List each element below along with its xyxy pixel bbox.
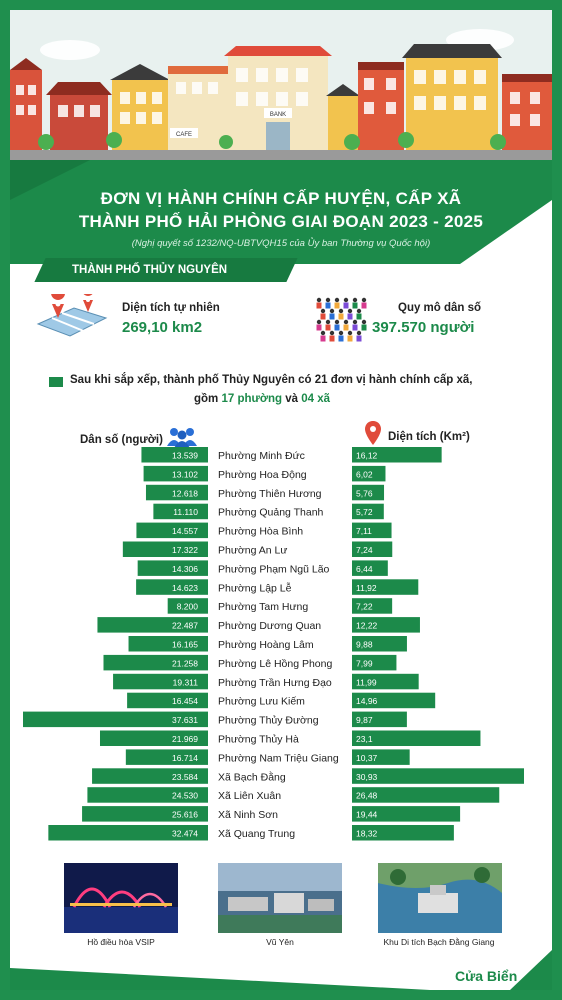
- category-label: Phường Hòa Bình: [218, 525, 304, 538]
- population-value-label: 21.969: [172, 734, 198, 744]
- category-label: Phường Lê Hồng Phong: [218, 657, 333, 670]
- note-line1: Sau khi sắp xếp, thành phố Thủy Nguyên có 21 đơn vị hành chính cấp xã,: [70, 374, 473, 386]
- population-value-label: 14.623: [172, 582, 198, 593]
- population-value-label: 16.714: [172, 752, 198, 763]
- population-value-label: 17.322: [172, 545, 198, 555]
- area-value: 269,10 km2: [122, 319, 203, 336]
- map-pin-icon: [34, 294, 110, 340]
- category-label: Phường Phạm Ngũ Lão: [218, 563, 330, 576]
- population-value-label: 37.631: [172, 715, 198, 726]
- area-value-label: 7,24: [356, 545, 373, 555]
- area-value-label: 26,48: [356, 790, 378, 801]
- category-label: Phường Dương Quan: [218, 620, 322, 633]
- population-value-label: 19.311: [172, 677, 198, 688]
- category-label: Phường Tam Hưng: [218, 601, 309, 614]
- area-value-label: 9,87: [356, 715, 373, 726]
- category-label: Phường Nam Triệu Giang: [218, 752, 339, 765]
- population-axis-label: Dân số (người): [80, 434, 163, 446]
- population-value-label: 13.102: [172, 469, 198, 480]
- photo-caption-3: Khu Di tích Bạch Đằng Giang: [383, 937, 495, 947]
- area-value-label: 9,88: [356, 639, 373, 650]
- bank-sign: BANK: [269, 112, 287, 118]
- brand-logo-text: Cửa Biển: [455, 968, 518, 984]
- population-value-label: 8.200: [176, 601, 198, 612]
- photo-bach-dang-relic: [378, 863, 502, 933]
- area-value-label: 19,44: [356, 809, 378, 820]
- infographic-card: [10, 10, 552, 990]
- note-wards: 17 phường: [221, 393, 283, 405]
- category-label: Phường Lập Lễ: [218, 582, 292, 595]
- buildings-illustration: [10, 10, 552, 160]
- population-value-label: 11.110: [173, 507, 198, 518]
- area-value-label: 12,22: [356, 620, 378, 631]
- population-value-label: 14.557: [172, 526, 198, 537]
- area-value-label: 5,76: [356, 488, 373, 499]
- photo-vsip-lake: [64, 863, 178, 933]
- section-title: THÀNH PHỐ THỦY NGUYÊN: [72, 264, 228, 276]
- population-value-label: 22.487: [172, 620, 198, 631]
- note-communes: 04 xã: [301, 393, 331, 405]
- category-label: Xã Liên Xuân: [218, 790, 282, 803]
- population-value: 397.570 người: [372, 319, 475, 336]
- category-label: Phường Thủy Đường: [218, 714, 319, 727]
- page-title-line2: THÀNH PHỐ HẢI PHÒNG GIAI ĐOẠN 2023 - 2025: [78, 212, 484, 231]
- area-value-label: 7,22: [356, 601, 373, 612]
- photo-caption-1: Hồ điều hòa VSIP: [87, 937, 155, 947]
- area-value-label: 16,12: [356, 450, 378, 461]
- category-label: Phường Minh Đức: [218, 450, 305, 462]
- area-value-label: 11,92: [356, 582, 377, 593]
- page-title-line1: ĐƠN VỊ HÀNH CHÍNH CẤP HUYỆN, CẤP XÃ: [100, 189, 462, 208]
- area-bar: [352, 768, 524, 784]
- category-label: Phường Quảng Thanh: [218, 506, 324, 519]
- area-value-label: 30,93: [356, 771, 378, 782]
- category-label: Phường Trần Hưng Đạo: [218, 676, 332, 689]
- note-line2: [194, 393, 330, 405]
- area-axis-label: Diện tích (Km²): [388, 431, 470, 443]
- area-value-label: 11,99: [356, 677, 377, 688]
- note-bullet: [49, 377, 63, 387]
- population-value-label: 12.618: [172, 488, 198, 499]
- photo-vu-yen: [218, 863, 342, 933]
- area-label: Diện tích tự nhiên: [122, 302, 220, 314]
- population-value-label: 32.474: [172, 828, 198, 839]
- cafe-sign: CAFE: [175, 132, 193, 138]
- population-value-label: 21.258: [172, 658, 198, 669]
- area-value-label: 6,44: [356, 563, 373, 574]
- population-value-label: 16.165: [172, 639, 198, 650]
- population-value-label: 14.306: [172, 563, 198, 574]
- category-label: Phường Thiên Hương: [218, 487, 322, 500]
- area-value-label: 18,32: [356, 828, 378, 839]
- area-value-label: 7,11: [356, 526, 372, 537]
- area-value-label: 14,96: [356, 696, 378, 707]
- category-label: Xã Quang Trung: [218, 828, 296, 840]
- hero-illustration: [10, 10, 552, 160]
- category-label: Phường An Lư: [218, 544, 288, 557]
- area-value-label: 7,99: [356, 658, 373, 669]
- resolution-subtitle: (Nghị quyết số 1232/NQ-UBTVQH15 của Ủy ban Thường vụ Quốc hội): [131, 238, 431, 249]
- category-label: Phường Lưu Kiếm: [218, 695, 305, 708]
- category-label: Xã Ninh Sơn: [218, 809, 279, 822]
- note-and: và: [282, 393, 302, 405]
- population-area-chart: [10, 442, 552, 842]
- crowd-icon: [314, 292, 374, 342]
- population-value-label: 24.530: [172, 790, 198, 801]
- population-value-label: 25.616: [172, 809, 198, 820]
- population-value-label: 16.454: [172, 696, 198, 707]
- category-label: Phường Thủy Hà: [218, 733, 299, 746]
- category-label: Phường Hoa Động: [218, 468, 307, 481]
- area-value-label: 23,1: [356, 734, 373, 744]
- population-value-label: 13.539: [172, 450, 198, 461]
- population-value-label: 23.584: [172, 771, 198, 782]
- population-label: Quy mô dân số: [398, 302, 482, 314]
- photo-caption-2: Vũ Yên: [266, 937, 294, 947]
- note-gom: gồm: [194, 393, 222, 405]
- area-value-label: 5,72: [356, 507, 373, 518]
- area-value-label: 10,37: [356, 752, 378, 763]
- category-label: Phường Hoàng Lâm: [218, 639, 314, 651]
- category-label: Xã Bạch Đằng: [218, 771, 286, 784]
- area-value-label: 6,02: [356, 469, 373, 480]
